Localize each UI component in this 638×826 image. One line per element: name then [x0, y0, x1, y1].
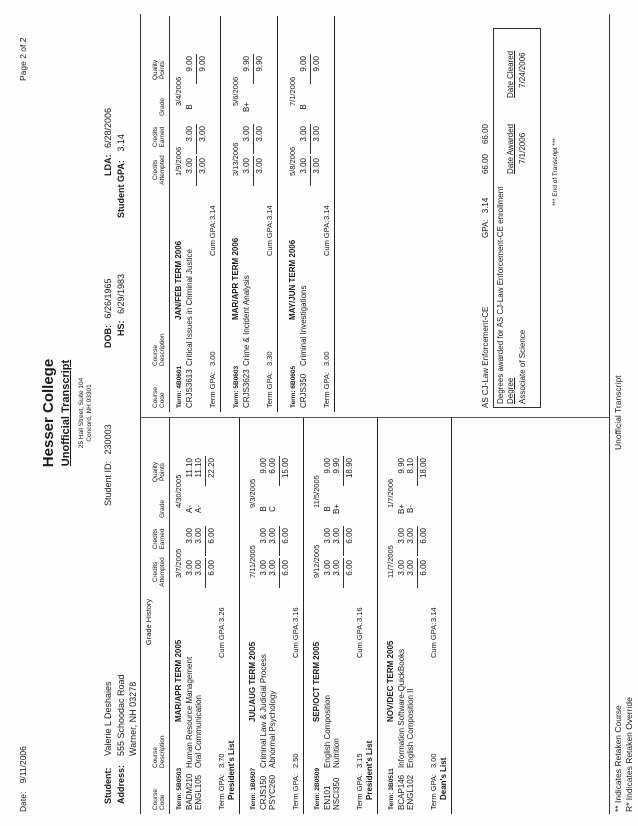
credits-earned: 3.00	[242, 126, 251, 142]
dob-line	[103, 278, 113, 348]
term-id: Term: 5B0503	[176, 767, 183, 810]
total-credits-attempted: 3.00	[255, 158, 264, 174]
student-gpa-value: 3.14	[116, 134, 126, 152]
term-start-date: 5/8/2006	[288, 146, 297, 176]
total-quality-points: 18.00	[419, 458, 428, 479]
grade: B	[185, 104, 194, 110]
course-code: ENGL105	[194, 774, 203, 810]
credits-attempted-header: Credits Attempted	[152, 155, 166, 185]
date-awarded-col-header: Date Awarded	[506, 123, 515, 174]
page-number: Page 2 of 2	[18, 37, 28, 81]
course-code: NSCI350	[332, 777, 341, 810]
term-id: Term: 2B0509	[314, 767, 321, 810]
program-gpa-line	[481, 198, 490, 238]
course-description: Critical Issues in Criminal Justice	[185, 249, 194, 366]
hs-label: HS:	[116, 320, 126, 336]
term-start-date: 7/11/2005	[248, 545, 257, 578]
credits-earned: 3.00	[185, 528, 194, 544]
grade: B	[299, 104, 308, 110]
term-gpa: 3.00	[429, 753, 438, 768]
cum-gpa-label: Cum GPA:	[265, 220, 274, 256]
earned-total-rule	[279, 526, 280, 556]
student-name-label: Student:	[103, 767, 113, 804]
credits-attempted: 3.00	[185, 158, 194, 174]
credits-attempted: 3.00	[332, 560, 341, 576]
term-end-date: 3/4/2006	[174, 76, 183, 106]
term-id: Term: 3B0511	[388, 768, 395, 810]
course-code: CRJS3623	[242, 369, 251, 408]
credits-attempted: 3.00	[323, 560, 332, 576]
term-separator	[451, 418, 452, 814]
quality-total-rule	[279, 456, 280, 486]
term-gpa: 3.70	[217, 753, 226, 768]
program-gpa-label: GPA:	[481, 219, 490, 238]
student-id: 230003	[103, 424, 113, 455]
degree-col-header: Degree	[506, 377, 515, 404]
term-name: MAR/APR TERM 2006	[231, 237, 240, 320]
credits-earned: 3.00	[194, 528, 203, 544]
total-credits-earned: 6.00	[281, 528, 290, 544]
retaken-override-note: R* Indicates Retaken Override	[624, 697, 634, 812]
student-gpa-line	[116, 134, 126, 218]
course-description: Criminal Investigations	[299, 285, 308, 366]
honor-list: President's List	[227, 740, 236, 800]
quality-points: 9.00	[259, 458, 268, 474]
course-code: CRJS350	[299, 373, 308, 408]
term-id: Term: 5B0603	[233, 365, 240, 408]
term-start-date: 9/12/2005	[312, 544, 321, 578]
quality-points: 11.10	[185, 458, 194, 478]
grade: B+	[397, 504, 406, 515]
total-credits-attempted: 3.00	[312, 158, 321, 174]
degree-name: Associate of Science	[518, 329, 527, 404]
quality-points: 6.00	[268, 458, 277, 474]
term-gpa-label: Term GPA:	[429, 773, 438, 810]
cum-gpa: 3.14	[265, 205, 274, 220]
credits-earned: 3.00	[299, 126, 308, 142]
course-description: English Composition II	[406, 688, 415, 768]
student-address-line2: Warner, NH 03278	[128, 681, 138, 756]
term-end-date: 7/1/2006	[288, 76, 297, 106]
student-address-label: Address:	[116, 764, 126, 804]
earned-total-rule	[417, 526, 418, 556]
course-description: Criminal Law & Judicial Process	[259, 654, 268, 768]
document-title: Unofficial Transcript	[60, 359, 72, 467]
bottom-frame-line	[609, 14, 610, 814]
date-label: Date:	[18, 791, 28, 812]
cum-gpa-label: Cum GPA:	[291, 622, 300, 658]
cum-gpa: 3.14	[322, 205, 331, 220]
grade: A-	[185, 505, 194, 513]
attempted-total-rule	[417, 558, 418, 588]
grade-header: Grade	[159, 499, 166, 519]
term-gpa-label: Term GPA:	[322, 371, 331, 408]
term-gpa-label: Term GPA:	[217, 773, 226, 810]
term-separator	[303, 418, 304, 814]
quality-points: 9.00	[323, 458, 332, 474]
attempted-total-rule	[253, 156, 254, 186]
degree-date-awarded: 7/1/2006	[518, 132, 527, 164]
credits-earned: 3.00	[185, 126, 194, 142]
top-frame-line	[140, 14, 141, 814]
grade: B-	[406, 505, 415, 513]
term-name: SEP/OCT TERM 2005	[312, 641, 321, 722]
cum-gpa: 3.14	[208, 205, 217, 220]
term-gpa-label: Term GPA:	[291, 773, 300, 810]
footer-unofficial-label: Unofficial Transcript	[613, 375, 623, 450]
grade: C	[268, 506, 277, 512]
term-id: Term: 4B0601	[176, 365, 183, 408]
course-description: Crime & Incident Analysis	[242, 275, 251, 366]
term-gpa: 3.30	[265, 351, 274, 366]
hs-value: 6/29/1983	[116, 273, 126, 314]
term-separator	[334, 16, 335, 412]
grade: A-	[194, 505, 203, 513]
grade: B	[259, 506, 268, 512]
term-separator	[220, 16, 221, 412]
credits-attempted: 3.00	[397, 560, 406, 576]
total-credits-attempted: 6.00	[419, 560, 428, 576]
print-date: 9/11/2006	[18, 746, 28, 784]
term-end-date: 5/6/2006	[231, 76, 240, 106]
course-code-header: Course Code	[152, 789, 166, 810]
quality-points: 11.10	[194, 458, 203, 478]
total-credits-attempted: 6.00	[345, 560, 354, 576]
student-id-line	[103, 424, 113, 506]
attempted-total-rule	[196, 156, 197, 186]
course-code: BADM210	[185, 773, 194, 810]
term-id: Term: 6B0605	[290, 365, 297, 408]
total-quality-points: 9.00	[312, 56, 321, 72]
quality-total-rule	[310, 54, 311, 84]
grade: B+	[332, 504, 341, 515]
total-credits-earned: 3.00	[198, 126, 207, 142]
lda-line	[103, 108, 113, 176]
grade: B	[323, 506, 332, 512]
lda-value: 6/28/2006	[103, 107, 113, 148]
total-quality-points: 18.90	[345, 458, 354, 479]
grade-history-label: Grade History	[144, 598, 153, 646]
quality-total-rule	[417, 456, 418, 486]
credits-attempted: 3.00	[242, 158, 251, 174]
hs-line	[116, 274, 126, 336]
credits-earned: 3.00	[406, 528, 415, 544]
term-name: JUL/AUG TERM 2005	[248, 641, 257, 722]
earned-total-rule	[196, 124, 197, 154]
credits-earned: 3.00	[259, 528, 268, 544]
quality-points-header: Quality Points	[152, 461, 166, 483]
grade: B+	[242, 102, 251, 113]
total-quality-points: 9.90	[255, 56, 264, 72]
earned-total-rule	[310, 124, 311, 154]
attempted-total-rule	[205, 558, 206, 588]
college-address-line1: 25 Hall Street, Suite 104	[78, 377, 85, 449]
credits-attempted: 3.00	[268, 560, 277, 576]
credits-earned: 3.00	[332, 528, 341, 544]
term-name: NOV/DEC TERM 2005	[386, 640, 395, 722]
student-address-line1: 555 Schoodac Road	[116, 674, 126, 756]
cum-gpa-label: Cum GPA:	[208, 220, 217, 256]
earned-total-rule	[253, 124, 254, 154]
term-start-date: 1/9/2006	[174, 146, 183, 176]
term-gpa: 3.15	[355, 753, 364, 768]
grade-header: Grade	[159, 97, 166, 117]
course-code: EN101	[323, 785, 332, 810]
credits-attempted-header: Credits Attempted	[152, 557, 166, 587]
term-end-date: 11/5/2005	[312, 475, 321, 508]
credits-attempted: 3.00	[194, 560, 203, 576]
quality-points: 9.00	[185, 56, 194, 72]
degree-awarded-line: Degrees awarded for AS CJ-Law Enforcement-CE enrollment	[496, 186, 505, 404]
credits-attempted: 3.00	[299, 158, 308, 174]
cum-gpa: 3.16	[291, 607, 300, 622]
course-description-header: Course Description	[152, 735, 166, 768]
credits-attempted: 3.00	[406, 560, 415, 576]
attempted-total-rule	[279, 558, 280, 588]
student-gpa-label: Student GPA:	[116, 160, 126, 218]
honor-list: President's List	[365, 740, 374, 800]
college-address-line2: Concord, NH 03301	[86, 384, 93, 442]
cum-gpa-label: Cum GPA:	[355, 622, 364, 658]
header-underline	[169, 418, 170, 814]
course-code: CRJS150	[259, 775, 268, 810]
course-code: ENGL102	[406, 774, 415, 810]
total-credits-attempted: 3.00	[198, 158, 207, 174]
term-separator	[239, 418, 240, 814]
credits-earned: 3.00	[323, 528, 332, 544]
header-underline	[169, 16, 170, 412]
total-credits-earned: 6.00	[419, 528, 428, 544]
course-description: Nutrition	[332, 738, 341, 768]
credits-earned-header: Credits Earned	[152, 528, 166, 550]
quality-points: 9.90	[397, 458, 406, 474]
degree-date-cleared: 7/24/2006	[518, 52, 527, 88]
dob-value: 6/26/1965	[103, 278, 113, 319]
course-code: PSYC260	[268, 774, 277, 810]
honor-list: Dean's List	[439, 757, 448, 800]
total-quality-points: 22.20	[207, 458, 216, 479]
quality-points: 9.00	[299, 56, 308, 72]
quality-total-rule	[253, 54, 254, 84]
credits-earned: 3.00	[268, 528, 277, 544]
course-description: Abnormal Psychology	[268, 690, 277, 768]
college-name: Hesser College	[40, 358, 57, 468]
term-start-date: 11/7/2005	[386, 545, 395, 578]
end-of-transcript: *** End of Transcript ***	[552, 138, 559, 206]
quality-total-rule	[196, 54, 197, 84]
course-description: Human Resource Management	[185, 656, 194, 768]
term-gpa-label: Term GPA:	[208, 371, 217, 408]
term-gpa: 2.50	[291, 753, 300, 768]
term-gpa: 3.00	[208, 351, 217, 366]
earned-total-rule	[343, 526, 344, 556]
term-separator	[277, 16, 278, 412]
total-credits-earned: 3.00	[255, 126, 264, 142]
cum-gpa-label: Cum GPA:	[322, 220, 331, 256]
program-credits-earned: 66.00	[481, 124, 490, 145]
term-gpa-label: Term GPA:	[355, 773, 364, 810]
course-code-header: Course Code	[152, 387, 166, 408]
credits-attempted: 3.00	[259, 560, 268, 576]
term-gpa-label: Term GPA:	[265, 371, 274, 408]
credits-earned: 3.00	[397, 528, 406, 544]
term-start-date: 3/7/2005	[174, 548, 183, 578]
course-description: Information Software-QuickBooks	[397, 648, 406, 768]
program-credits-attempted: 66.00	[481, 154, 490, 175]
total-quality-points: 15.00	[281, 458, 290, 479]
date-line	[18, 746, 28, 812]
course-code: CRJS3613	[185, 369, 194, 408]
term-name: JAN/FEB TERM 2006	[174, 240, 183, 320]
dob-label: DOB:	[103, 325, 113, 348]
quality-total-rule	[205, 456, 206, 486]
quality-points: 9.90	[332, 458, 341, 474]
course-description: English Composition	[323, 695, 332, 768]
student-id-label: Student ID:	[103, 460, 113, 506]
total-credits-earned: 6.00	[207, 528, 216, 544]
term-end-date: 9/3/2005	[248, 478, 257, 508]
program-gpa: 3.14	[481, 197, 490, 214]
total-credits-attempted: 6.00	[281, 560, 290, 576]
term-name: MAR/APR TERM 2005	[174, 639, 183, 722]
program-name: AS CJ-Law Enforcement-CE	[481, 306, 490, 408]
quality-points: 9.90	[242, 56, 251, 72]
total-credits-attempted: 6.00	[207, 560, 216, 576]
credits-attempted: 3.00	[185, 560, 194, 576]
cum-gpa-label: Cum GPA:	[217, 622, 226, 658]
quality-total-rule	[343, 456, 344, 486]
total-quality-points: 9.00	[198, 56, 207, 72]
term-gpa: 3.00	[322, 351, 331, 366]
lda-label: LDA:	[103, 154, 113, 176]
student-name: Valerie L Deshaies	[103, 681, 113, 756]
cum-gpa: 3.26	[217, 607, 226, 622]
retaken-note: ** Indicates Retaken Course	[613, 705, 623, 812]
term-start-date: 3/13/2006	[231, 142, 240, 176]
term-separator	[377, 418, 378, 814]
credits-earned-header: Credits Earned	[152, 126, 166, 148]
quality-points: 8.10	[406, 458, 415, 474]
attempted-total-rule	[343, 558, 344, 588]
cum-gpa: 3.14	[429, 607, 438, 622]
course-description-header: Course Description	[152, 333, 166, 366]
course-description: Oral Communication	[194, 695, 203, 768]
course-code: BCAP146	[397, 774, 406, 810]
earned-total-rule	[205, 526, 206, 556]
column-divider	[141, 417, 609, 418]
term-name: MAY/JUN TERM 2006	[288, 239, 297, 320]
total-credits-earned: 3.00	[312, 126, 321, 142]
term-end-date: 1/7/2006	[386, 478, 395, 508]
attempted-total-rule	[310, 156, 311, 186]
cum-gpa-label: Cum GPA:	[429, 622, 438, 658]
cum-gpa: 3.16	[355, 607, 364, 622]
term-id: Term: 1B0507	[250, 767, 257, 810]
term-end-date: 4/30/2005	[174, 474, 183, 508]
date-cleared-col-header: Date Cleared	[506, 50, 515, 98]
quality-points-header: Quality Points	[152, 59, 166, 81]
total-credits-earned: 6.00	[345, 528, 354, 544]
